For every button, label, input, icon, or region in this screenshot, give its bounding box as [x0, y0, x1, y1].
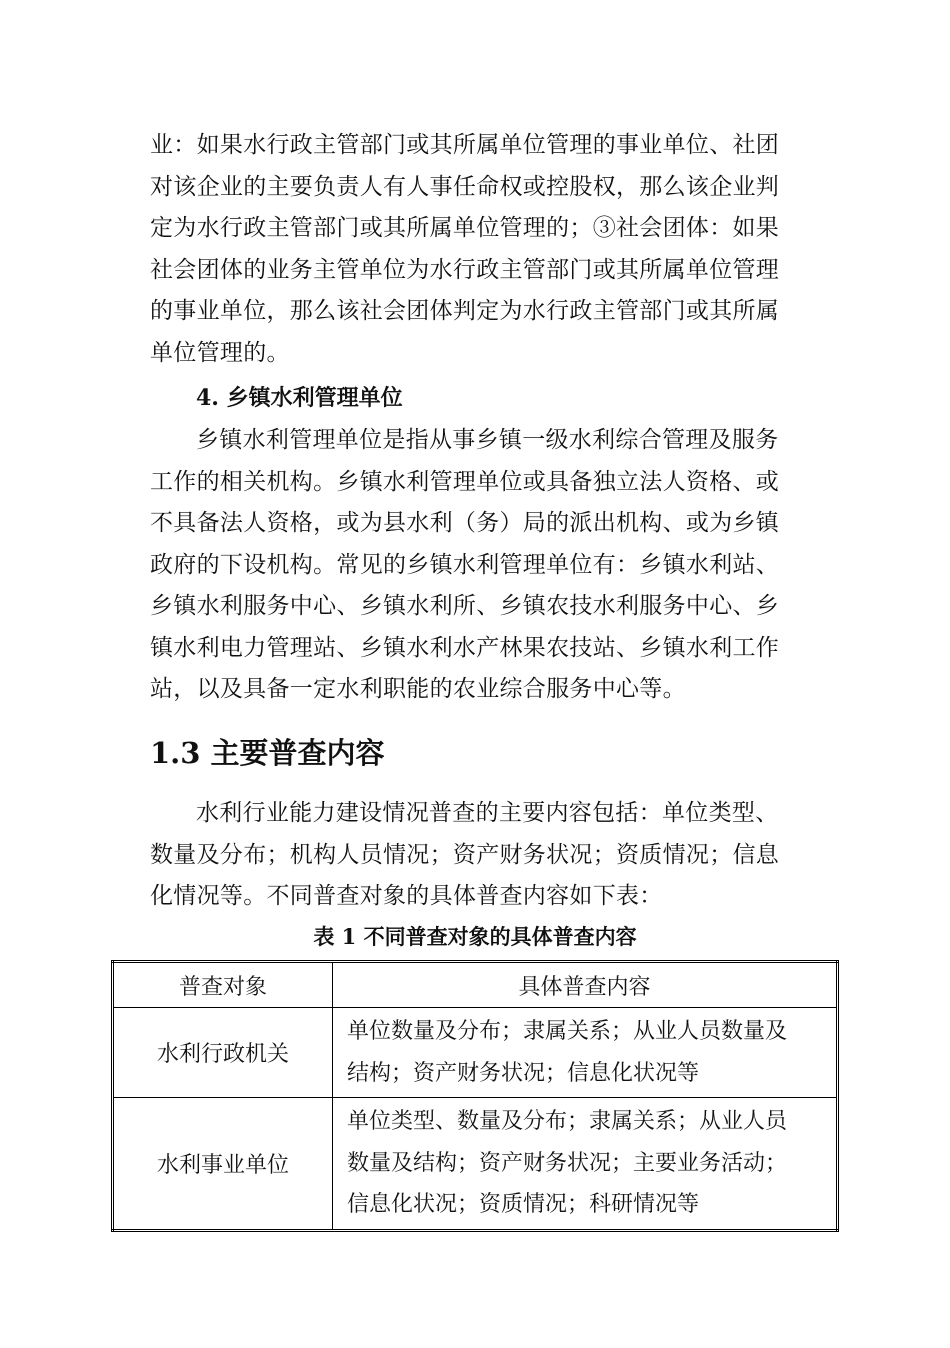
text-line: 站，以及具备一定水利职能的农业综合服务中心等。	[150, 676, 686, 702]
table-row	[113, 1098, 838, 1231]
cell-line: 结构；资产财务状况；信息化状况等	[347, 1060, 700, 1086]
cell-line: 信息化状况；资质情况；科研情况等	[347, 1192, 700, 1217]
text-line: 乡镇水利管理单位是指从事乡镇一级水利综合管理及服务	[196, 427, 779, 453]
text-line: 化情况等。不同普查对象的具体普查内容如下表：	[150, 883, 663, 909]
section-heading-1-3: 1.3 主要普查内容	[150, 736, 385, 770]
text-line: 不具备法人资格，或为县水利（务）局的派出机构、或为乡镇	[150, 510, 780, 536]
table-row	[113, 1008, 838, 1098]
text-line: 工作的相关机构。乡镇水利管理单位或具备独立法人资格、或	[150, 468, 780, 495]
paragraph-section-1-3	[150, 793, 790, 918]
cell-line: 单位类型、数量及分布；隶属关系；从业人员	[347, 1109, 788, 1134]
table-caption: 表 1 不同普查对象的具体普查内容	[313, 924, 637, 949]
text-line: 业：如果水行政主管部门或其所属单位管理的事业单位、社团	[150, 132, 780, 158]
cell-line: 单位数量及分布；隶属关系；从业人员数量及	[347, 1019, 788, 1044]
table-cell-object: 水利事业单位	[113, 1098, 333, 1231]
text-line: 社会团体的业务主管单位为水行政主管部门或其所属单位管理	[150, 256, 780, 283]
paragraph-section-4	[150, 420, 790, 711]
content-table	[111, 960, 839, 1232]
text-line: 的事业单位，那么该社会团体判定为水行政主管部门或其所属	[150, 298, 780, 324]
table-header-content: 具体普查内容	[333, 962, 838, 1008]
paragraph-continuation	[150, 125, 790, 374]
text-line: 乡镇水利服务中心、乡镇水利所、乡镇农技水利服务中心、乡	[150, 593, 780, 619]
text-line: 定为水行政主管部门或其所属单位管理的；③社会团体：如果	[150, 215, 780, 241]
text-line: 镇水利电力管理站、乡镇水利水产林果农技站、乡镇水利工作	[150, 634, 780, 661]
table-cell-content	[333, 1098, 838, 1231]
text-line: 水利行业能力建设情况普查的主要内容包括：单位类型、	[196, 800, 779, 826]
section-heading-4: 4. 乡镇水利管理单位	[196, 385, 403, 411]
cell-line: 数量及结构；资产财务状况；主要业务活动；	[347, 1150, 788, 1176]
table-cell-object: 水利行政机关	[113, 1008, 333, 1098]
text-line: 数量及分布；机构人员情况；资产财务状况；资质情况；信息	[150, 841, 780, 868]
text-line: 政府的下设机构。常见的乡镇水利管理单位有：乡镇水利站、	[150, 551, 780, 578]
table-header-row	[113, 962, 838, 1008]
table-header-object: 普查对象	[113, 962, 333, 1008]
text-line: 单位管理的。	[150, 339, 290, 366]
text-line: 对该企业的主要负责人有人事任命权或控股权，那么该企业判	[150, 173, 780, 200]
table-cell-content	[333, 1008, 838, 1098]
